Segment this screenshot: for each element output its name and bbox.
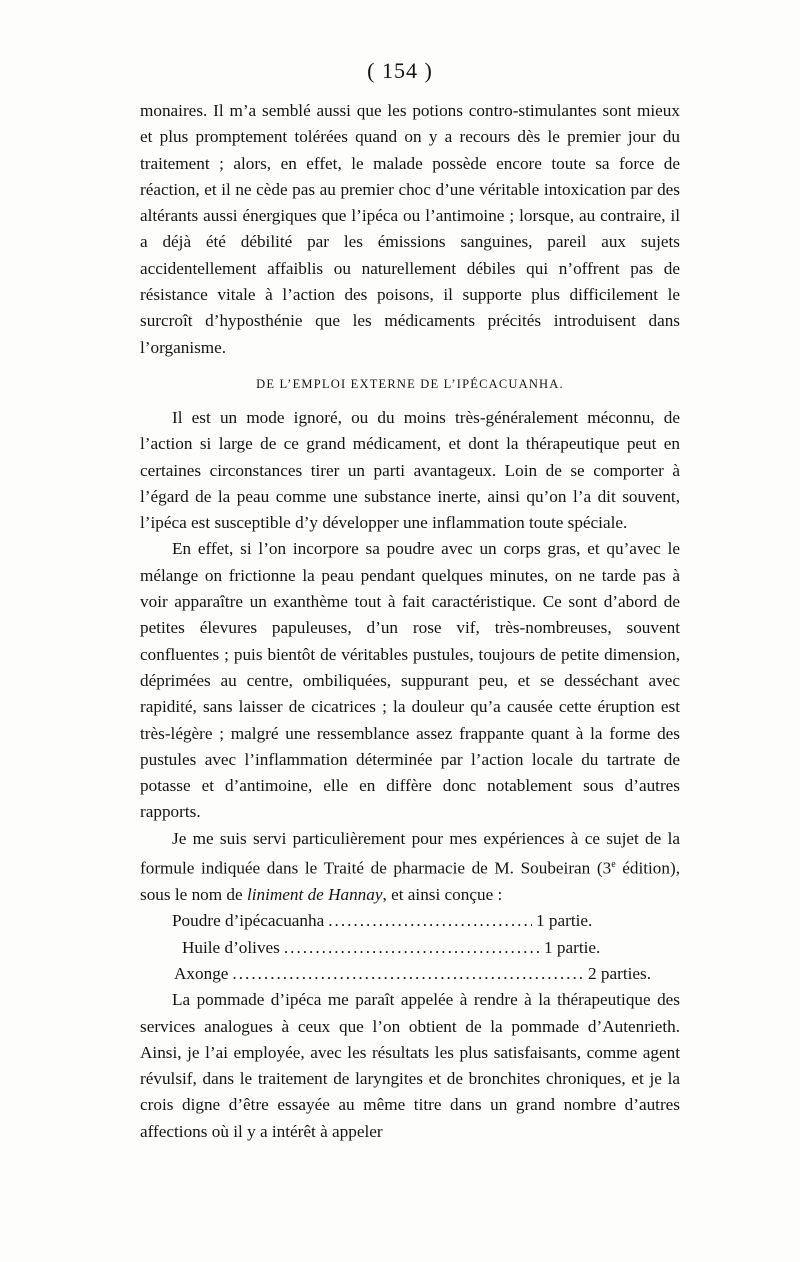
formula-row — [140, 908, 680, 934]
formula-list — [140, 908, 680, 987]
leader-dots — [232, 961, 584, 987]
edition-superscript: e — [611, 859, 616, 871]
paragraph-4-text-before: Je me suis servi particulièrement pour mes expériences à ce sujet de la formule indiquée dans le Traité de pharmacie de M. Soubeiran (3 — [140, 828, 680, 878]
body-text — [140, 98, 680, 1145]
formula-quantity: 1 partie. — [536, 911, 593, 931]
paragraph-1: monaires. Il m’a semblé aussi que les potions contro-stimulantes sont mieux et plus promptement tolérées quand on y a recours dès le premier jour du traitement ; alors, en effet, le malade possède encore toute sa force de réaction, et il ne cède pas au premier choc d’une véritable intoxication par des altérants aussi énergiques que l’ipéca ou l’antimoine ; lorsque, au contraire, il a déjà été débilité par les émissions sanguines, pareil aux sujets accidentellement affaiblis ou naturellement débiles qui n’offrent pas de résistance vitale à l’action des poisons, il supporte plus difficilement le surcroît d’hyposthénie que les médicaments précités introduisent dans l’organisme. — [140, 101, 680, 357]
leader-dots — [328, 908, 532, 934]
section-title: DE L’EMPLOI EXTERNE DE L’IPÉCACUANHA. — [256, 376, 564, 391]
leader-dots — [284, 935, 540, 961]
formula-ingredient: Axonge — [174, 963, 229, 983]
paragraph-4-text-after: , et ainsi conçue : — [382, 885, 503, 905]
liniment-title: liniment de Hannay — [246, 885, 383, 905]
formula-row — [140, 935, 680, 961]
page-number: ( 154 ) — [367, 58, 433, 83]
formula-row — [140, 961, 680, 987]
formula-ingredient: Poudre d’ipécacuanha — [172, 911, 325, 931]
paragraph-3: En effet, si l’on incorpore sa poudre avec un corps gras, et qu’avec le mélange on frictionne la peau pendant quelques minutes, on ne tarde pas à voir apparaître un exanthème tout à fait caractéristique. Ce sont d’abord de petites élevures papuleuses, d’un rose vif, très-nombreuses, souvent confluentes ; puis bientôt de véritables pustules, toujours de petite dimension, déprimées au centre, ombiliquées, suppurant peu, et se desséchant avec rapidité, sans laisser de cicatrices ; la douleur qu’a causée cette éruption est très-légère ; malgré une ressemblance assez frappante quant à la forme des pustules avec l’inflammation déterminée par l’action locale du tartrate de potasse et d’antimoine, elle en diffère donc notablement sous d’autres rapports. — [140, 539, 680, 822]
formula-quantity: 1 partie. — [544, 937, 601, 957]
formula-ingredient: Huile d’olives — [182, 937, 280, 957]
paragraph-4 — [140, 826, 680, 909]
paragraph-4-text-mid: édition), sous le nom de — [140, 858, 680, 905]
paragraph-2: Il est un mode ignoré, ou du moins très-généralement méconnu, de l’action si large de ce grand médicament, et dont la thérapeutique peut en certaines circonstances tirer un parti avantageux. Loin de se comporter à l’égard de la peau comme une substance inerte, ainsi qu’on l’a dit souvent, l’ipéca est susceptible d’y développer une inflammation toute spéciale. — [140, 407, 680, 533]
formula-quantity: 2 parties. — [588, 963, 652, 983]
paragraph-5: La pommade d’ipéca me paraît appelée à rendre à la thérapeutique des services analogues à ceux que l’on obtient de la pommade d’Autenrieth. Ainsi, je l’ai employée, avec les résultats les plus satisfaisants, comme agent révulsif, dans le traitement de laryngites et de bronchites chroniques, et je la crois digne d’être essayée au même titre dans un grand nombre d’autres affections où il y a intérêt à appeler — [140, 990, 680, 1141]
